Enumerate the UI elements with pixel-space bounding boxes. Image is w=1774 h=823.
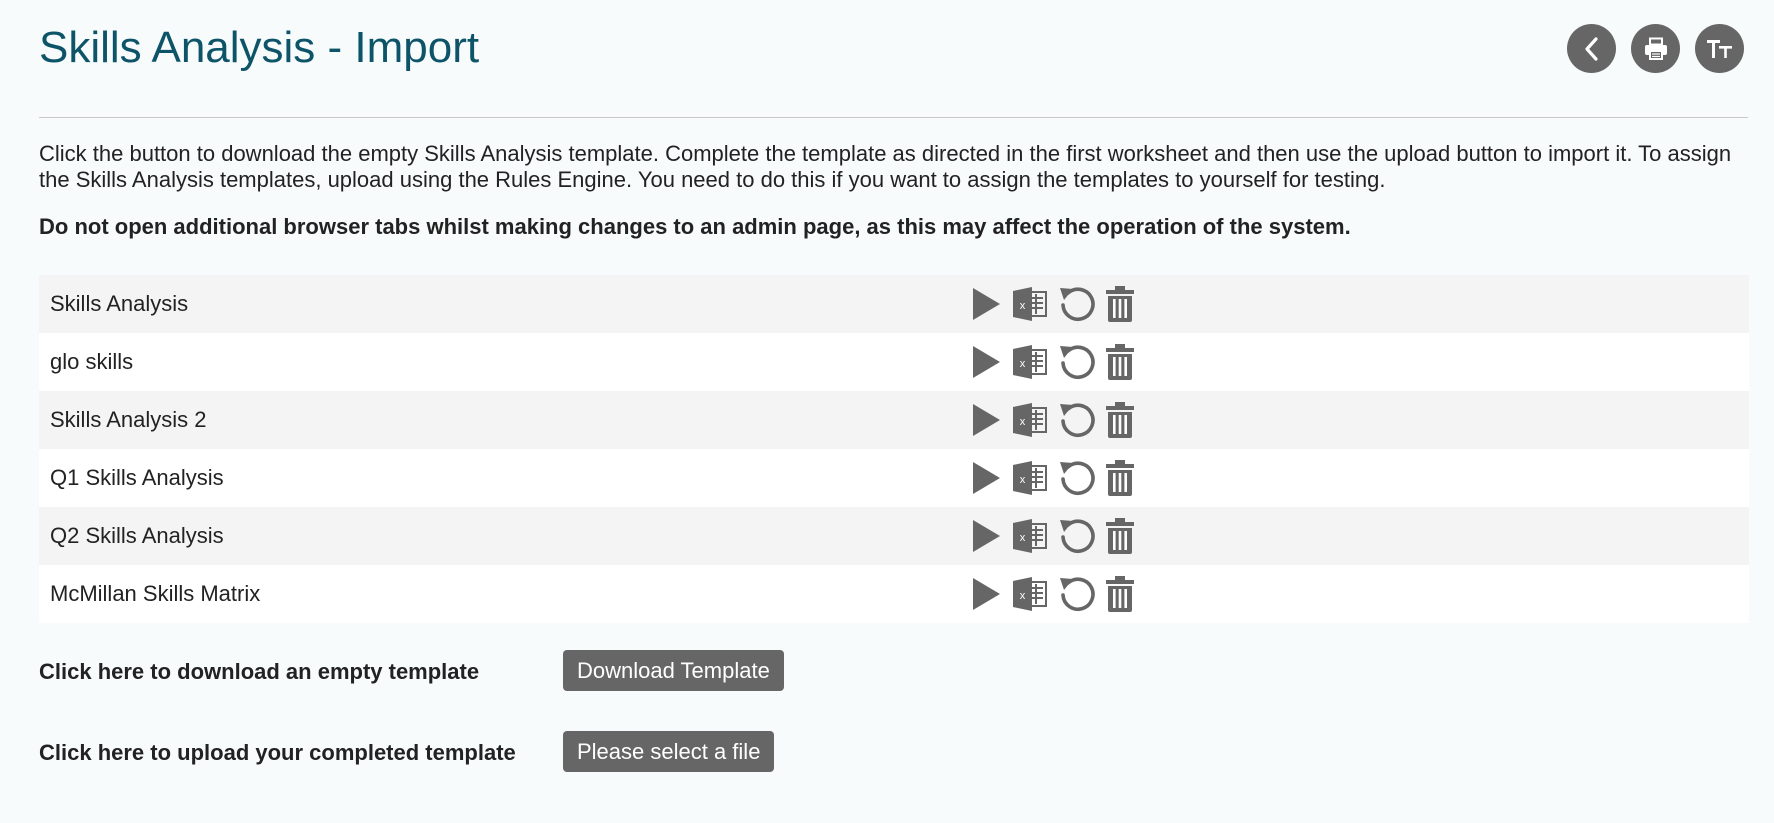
template-name: Q2 Skills Analysis (50, 523, 224, 548)
excel-icon (1012, 402, 1048, 438)
template-row (39, 565, 1749, 623)
run-button[interactable] (969, 577, 1003, 611)
warning-text: Do not open additional browser tabs whilst making changes to an admin page, as this may affect the operation of the system. (39, 214, 1351, 239)
reset-button[interactable] (1057, 343, 1097, 381)
reset-button[interactable] (1057, 285, 1097, 323)
row-actions (969, 517, 1137, 555)
reset-button[interactable] (1057, 575, 1097, 613)
header-divider (39, 117, 1748, 118)
excel-icon (1012, 344, 1048, 380)
template-list (39, 275, 1749, 623)
text-size-button[interactable] (1695, 24, 1744, 73)
svg-text:x: x (1019, 416, 1026, 428)
svg-text:x: x (1019, 474, 1026, 486)
excel-icon (1012, 576, 1048, 612)
run-button[interactable] (969, 345, 1003, 379)
reset-icon (1058, 517, 1096, 555)
delete-button[interactable] (1103, 459, 1137, 497)
header-toolbar (1567, 24, 1744, 73)
row-actions (969, 575, 1137, 613)
text-size-icon (1706, 37, 1734, 61)
svg-text:x: x (1019, 532, 1026, 544)
reset-button[interactable] (1057, 517, 1097, 555)
template-name: Q1 Skills Analysis (50, 465, 224, 490)
trash-icon (1105, 575, 1135, 613)
reset-button[interactable] (1057, 459, 1097, 497)
template-row (39, 391, 1749, 449)
row-actions (969, 401, 1137, 439)
row-actions (969, 343, 1137, 381)
run-button[interactable] (969, 403, 1003, 437)
trash-icon (1105, 459, 1135, 497)
run-button[interactable] (969, 287, 1003, 321)
reset-icon (1058, 459, 1096, 497)
upload-label: Click here to upload your completed template (39, 740, 516, 765)
print-button[interactable] (1631, 24, 1680, 73)
select-file-button[interactable]: Please select a file (563, 731, 774, 772)
reset-icon (1058, 575, 1096, 613)
excel-icon (1012, 518, 1048, 554)
play-icon (971, 577, 1001, 611)
trash-icon (1105, 401, 1135, 439)
trash-icon (1105, 517, 1135, 555)
excel-export-button[interactable] (1011, 286, 1049, 322)
play-icon (971, 345, 1001, 379)
excel-export-button[interactable] (1011, 402, 1049, 438)
excel-icon (1012, 286, 1048, 322)
print-icon (1643, 37, 1669, 61)
trash-icon (1105, 343, 1135, 381)
excel-export-button[interactable] (1011, 460, 1049, 496)
svg-text:x: x (1019, 590, 1026, 602)
svg-text:x: x (1019, 300, 1026, 312)
back-button[interactable] (1567, 24, 1616, 73)
chevron-left-icon (1581, 36, 1603, 62)
play-icon (971, 287, 1001, 321)
svg-text:x: x (1019, 358, 1026, 370)
excel-icon (1012, 460, 1048, 496)
template-name: glo skills (50, 349, 134, 374)
play-icon (971, 461, 1001, 495)
trash-icon (1105, 285, 1135, 323)
delete-button[interactable] (1103, 401, 1137, 439)
template-name: Skills Analysis (50, 291, 189, 316)
download-label: Click here to download an empty template (39, 659, 480, 684)
excel-export-button[interactable] (1011, 576, 1049, 612)
template-name: Skills Analysis 2 (50, 407, 207, 432)
template-row (39, 333, 1749, 391)
reset-icon (1058, 285, 1096, 323)
download-template-button[interactable]: Download Template (563, 650, 784, 691)
template-row (39, 449, 1749, 507)
intro-text: Click the button to download the empty Skills Analysis template. Complete the template as directed in the first worksheet and then use the upload button to import it. To assign the Skills Analysis templates, upload using the Rules Engine. You need to do this if you want to assign the templates to yourself for testing. (39, 141, 1732, 192)
play-icon (971, 403, 1001, 437)
reset-icon (1058, 343, 1096, 381)
row-actions (969, 459, 1137, 497)
play-icon (971, 519, 1001, 553)
excel-export-button[interactable] (1011, 518, 1049, 554)
run-button[interactable] (969, 519, 1003, 553)
delete-button[interactable] (1103, 575, 1137, 613)
run-button[interactable] (969, 461, 1003, 495)
row-actions (969, 285, 1137, 323)
delete-button[interactable] (1103, 343, 1137, 381)
delete-button[interactable] (1103, 517, 1137, 555)
delete-button[interactable] (1103, 285, 1137, 323)
template-name: McMillan Skills Matrix (50, 581, 261, 606)
reset-icon (1058, 401, 1096, 439)
template-row (39, 275, 1749, 333)
excel-export-button[interactable] (1011, 344, 1049, 380)
reset-button[interactable] (1057, 401, 1097, 439)
template-row (39, 507, 1749, 565)
page-title: Skills Analysis - Import (39, 23, 480, 72)
